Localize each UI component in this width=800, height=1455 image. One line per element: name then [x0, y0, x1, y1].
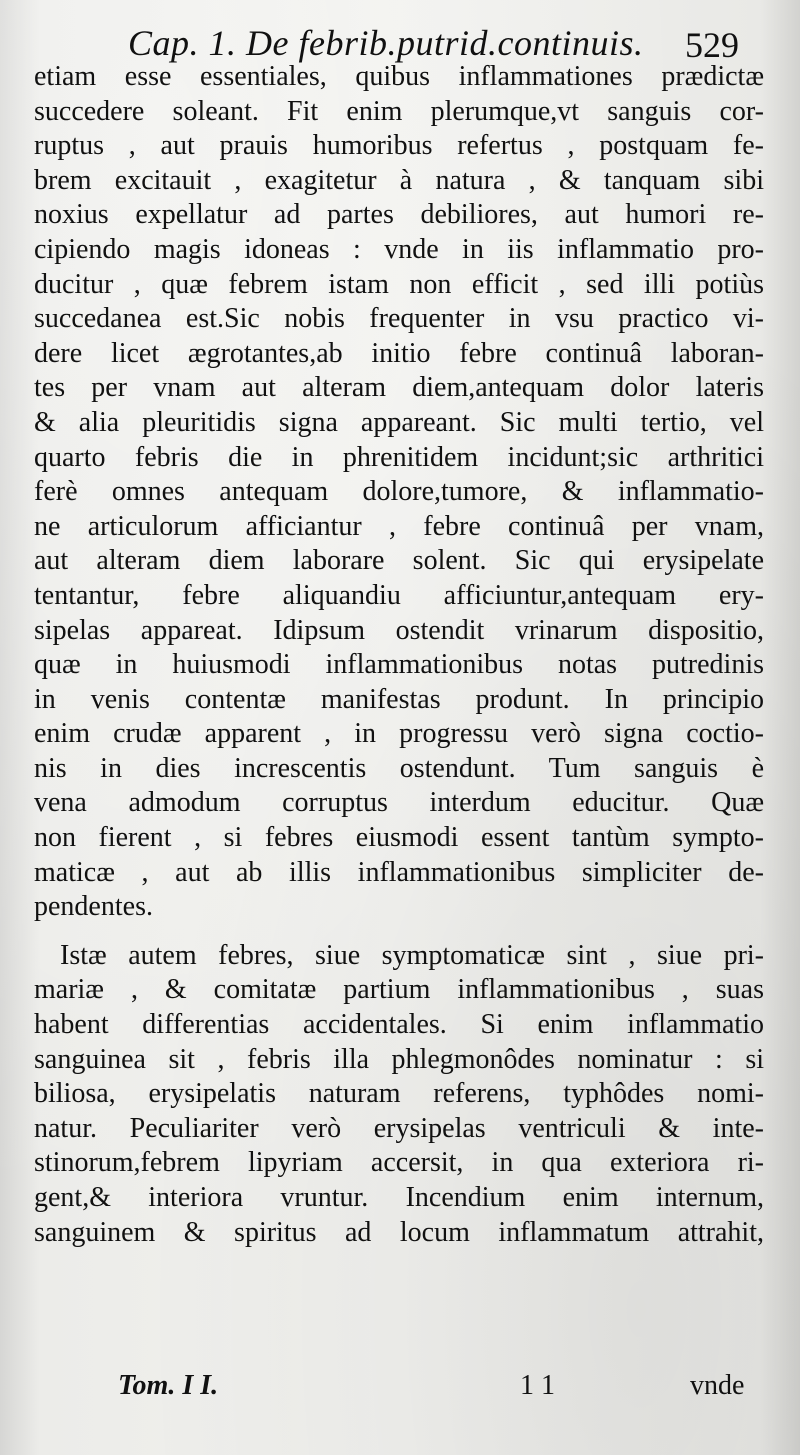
- text-line: nis in dies increscentis ostendunt. Tum sanguis è: [34, 752, 764, 784]
- page-footer: [0, 1370, 800, 1420]
- text-line: quæ in huiusmodi inflammationibus notas putredinis: [34, 649, 764, 681]
- paragraph-gap: [34, 925, 764, 939]
- text-line: biliosa, erysipelatis naturam referens, typhôdes nomi-: [34, 1078, 764, 1110]
- text-line: aut alteram diem laborare solent. Sic qui erysipelate: [34, 545, 764, 577]
- text-line: enim crudæ apparent , in progressu verò signa coctio-: [34, 718, 764, 750]
- running-head: Cap. 1. De febrib.putrid.continuis.: [128, 23, 644, 63]
- text-line: etiam esse essentiales, quibus inflammationes prædictæ: [34, 61, 764, 92]
- text-line: noxius expellatur ad partes debiliores, aut humori re-: [34, 199, 764, 231]
- sheet-number: 1 1: [520, 1370, 555, 1401]
- text-line: tentantur, febre aliquandiu afficiuntur,antequam ery-: [34, 579, 764, 611]
- text-line: pendentes.: [34, 891, 153, 923]
- text-line: succedere soleant. Fit enim plerumque,vt sanguis cor-: [34, 95, 764, 127]
- text-line: & alia pleuritidis signa appareant. Sic multi tertio, vel: [34, 406, 764, 438]
- text-line: in venis contentæ manifestas produnt. In principio: [34, 683, 764, 715]
- text-line: Istæ autem febres, siue symptomaticæ sint , siue pri-: [60, 939, 764, 971]
- paragraph-1: [34, 60, 764, 925]
- text-line: dere licet ægrotantes,ab initio febre continuâ laboran-: [34, 337, 764, 369]
- text-line: non fierent , si febres eiusmodi essent tantùm sympto-: [34, 822, 764, 854]
- text-line: tes per vnam aut alteram diem,antequam dolor lateris: [34, 372, 764, 404]
- body-text: [34, 60, 764, 1250]
- text-line: sanguinem & spiritus ad locum inflammatum attrahit,: [34, 1216, 764, 1248]
- text-line: quarto febris die in phrenitidem incidunt;sic arthritici: [34, 441, 764, 473]
- text-line: succedanea est.Sic nobis frequenter in vsu practico vi-: [34, 303, 764, 335]
- catchword: vnde: [690, 1370, 745, 1401]
- text-line: natur. Peculiariter verò erysipelas ventriculi & inte-: [34, 1112, 764, 1144]
- text-line: sipelas appareat. Idipsum ostendit vrinarum dispositio,: [34, 614, 764, 646]
- text-line: sanguinea sit , febris illa phlegmonôdes nominatur : si: [34, 1043, 764, 1075]
- text-line: brem excitauit , exagitetur à natura , & tanquam sibi: [34, 164, 764, 196]
- text-line: maticæ , aut ab illis inflammationibus simpliciter de-: [34, 856, 764, 888]
- text-line: vena admodum corruptus interdum educitur. Quæ: [34, 787, 764, 819]
- page-number: 529: [685, 25, 739, 65]
- text-line: gent,& interiora vruntur. Incendium enim internum,: [34, 1182, 764, 1213]
- text-line: habent differentias accidentales. Si enim inflammatio: [34, 1009, 764, 1041]
- paragraph-2: [34, 939, 764, 1250]
- text-line: ferè omnes antequam dolore,tumore, & inflammatio-: [34, 476, 764, 508]
- text-line: ducitur , quæ febrem istam non efficit , sed illi potiùs: [34, 268, 764, 300]
- signature-mark: Tom. I I.: [118, 1370, 219, 1401]
- text-line: ruptus , aut prauis humoribus refertus , postquam fe-: [34, 130, 764, 162]
- text-line: cipiendo magis idoneas : vnde in iis inflammatio pro-: [34, 233, 764, 265]
- text-line: mariæ , & comitatæ partium inflammationibus , suas: [34, 974, 764, 1006]
- text-line: stinorum,febrem lipyriam accersit, in qua exteriora ri-: [34, 1147, 764, 1179]
- text-line: ne articulorum afficiantur , febre continuâ per vnam,: [34, 510, 764, 542]
